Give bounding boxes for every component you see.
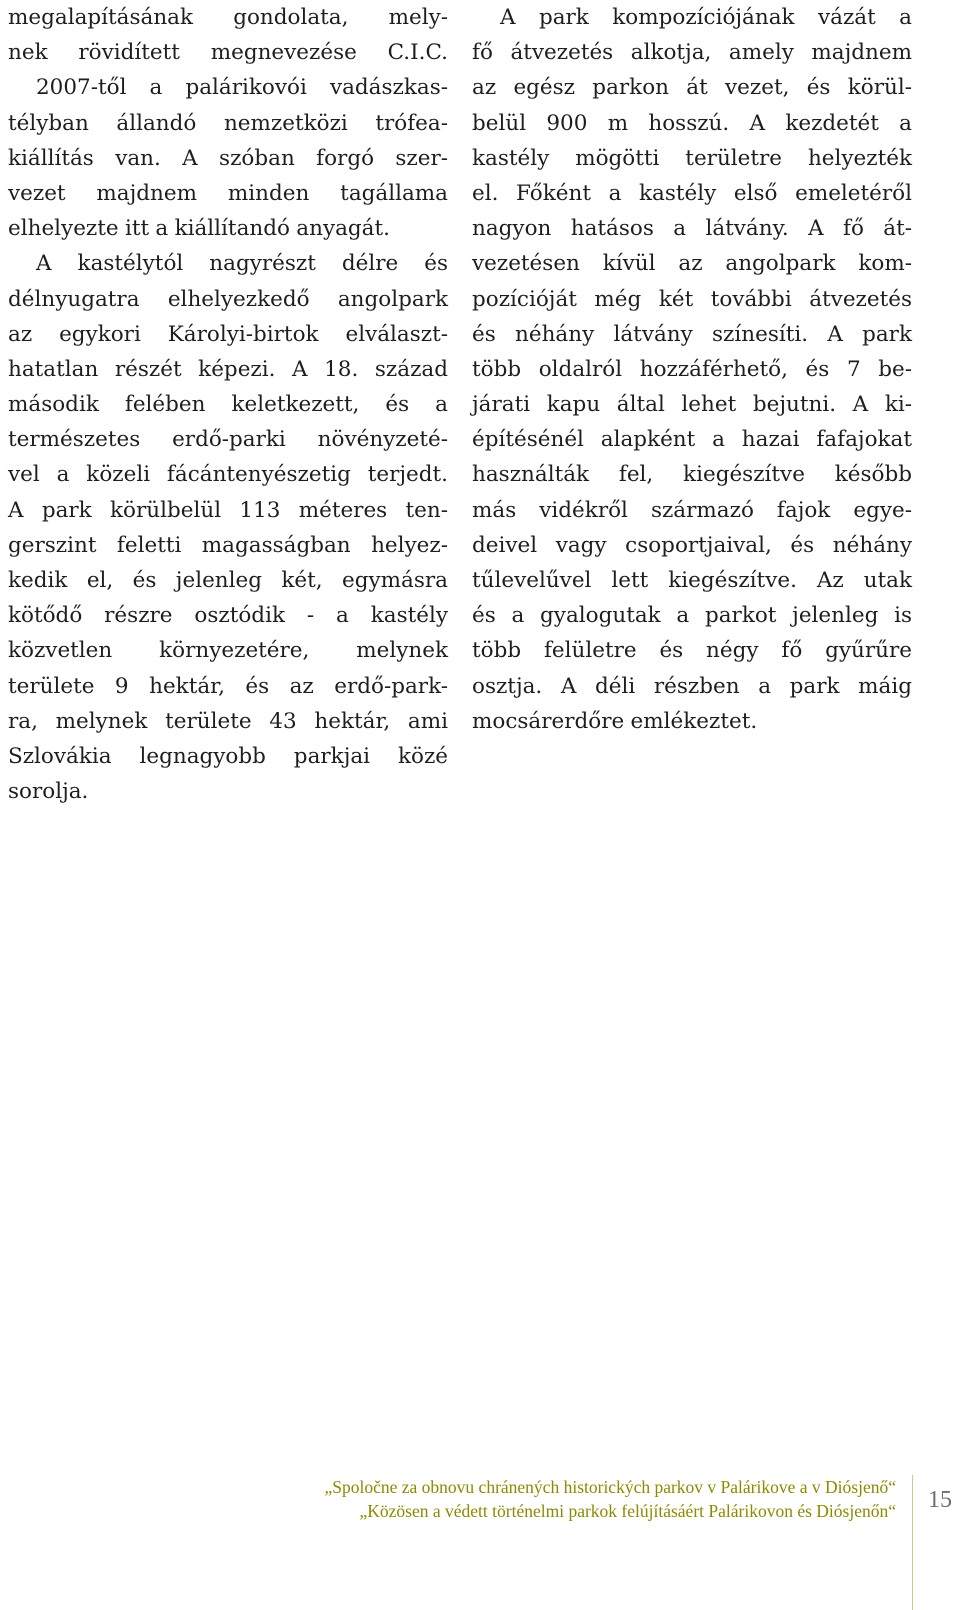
text-line: vezetésen kívül az angolpark kom- [472,251,912,277]
text-line: A park körülbelül 113 méteres ten- [8,497,448,523]
text-line: osztja. A déli részben a park máig [472,673,912,699]
text-line: mocsárerdőre emlékeztet. [472,708,758,734]
text-line: területe 9 hektár, és az erdő-park- [8,673,448,699]
text-line: vel a közeli fácántenyészetig terjedt. [8,462,448,488]
text-line: kedik el, és jelenleg két, egymásra [8,568,448,593]
text-line: sorolja. [8,779,89,805]
text-line: nek rövidített megnevezése C.I.C. [8,40,448,66]
text-line: kötődő részre osztódik - a kastély [8,603,448,629]
text-line: Szlovákia legnagyobb parkjai közé [8,743,448,769]
text-line: gerszint feletti magasságban helyez- [8,532,448,558]
footer-divider [912,1475,913,1610]
text-line: közvetlen környezetére, melynek [8,638,448,664]
text-line: használták fel, kiegészítve később [472,462,912,488]
text-line: az egykori Károlyi-birtok elválaszt- [8,321,448,347]
footer-title-hungarian: „Közösen a védett történelmi parkok felújításáért Palárikovon és Diósjenőn“ [359,1501,896,1521]
text-line: több felületre és négy fő gyűrűre [472,638,912,664]
text-line: nagyon hatásos a látvány. A fő át- [472,216,912,242]
right-text-column [472,0,912,739]
text-line: az egész parkon át vezet, és körül- [472,75,912,101]
text-line: délnyugatra elhelyezkedő angolpark [8,286,448,312]
text-line: és a gyalogutak a parkot jelenleg is [472,603,912,629]
text-line: belül 900 m hosszú. A kezdetét a [472,110,912,136]
left-text-column [8,0,448,809]
text-line: deivel vagy csoportjaival, és néhány [472,532,912,558]
page-footer [0,1475,960,1610]
text-line: hatatlan részét képezi. A 18. század [8,356,448,382]
text-line: más vidékről származó fajok egye- [472,497,912,523]
text-line: fő átvezetés alkotja, amely majdnem [472,40,912,66]
text-line: vezet majdnem minden tagállama [8,180,448,206]
text-line: el. Főként a kastély első emeletéről [472,180,912,206]
text-line: A park kompozíciójának vázát a [500,5,912,30]
text-line: járati kapu által lehet bejutni. A ki- [472,392,912,418]
text-line: második felében keletkezett, és a [8,392,448,418]
text-line: több oldalról hozzáférhető, és 7 be- [472,356,912,382]
text-line: pozícióját még két további átvezetés [472,286,912,312]
page-number: 15 [928,1487,952,1513]
text-line: kastély mögötti területre helyezték [472,145,912,171]
text-line: és néhány látvány színesíti. A park [472,321,912,347]
text-line: természetes erdő-parki növényzeté- [8,427,448,453]
text-line: télyban állandó nemzetközi trófea- [8,110,448,136]
text-line: elhelyezte itt a kiállítandó anyagát. [8,216,390,242]
text-line: megalapításának gondolata, mely- [8,5,448,30]
footer-title-slovak: „Spoločne za obnovu chránených historických parkov v Palárikove a v Diósjenő“ [324,1477,896,1497]
text-line: tűlevelűvel lett kiegészítve. Az utak [472,568,912,593]
text-line: kiállítás van. A szóban forgó szer- [8,145,448,171]
text-line: A kastélytól nagyrészt délre és [36,251,448,277]
footer-project-title [325,1475,897,1523]
text-line: építésénél alapként a hazai fafajokat [472,427,912,453]
text-line: 2007-től a palárikovói vadászkas- [36,75,448,101]
text-line: ra, melynek területe 43 hektár, ami [8,708,448,734]
